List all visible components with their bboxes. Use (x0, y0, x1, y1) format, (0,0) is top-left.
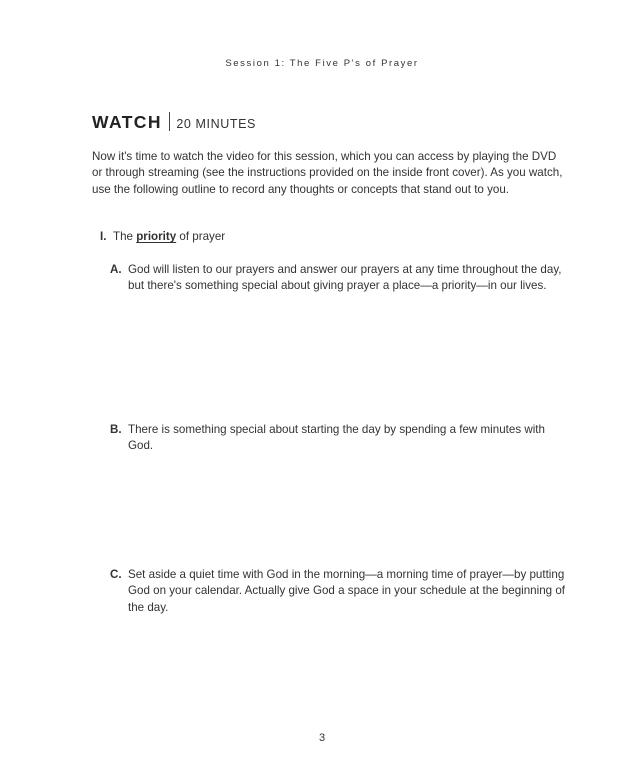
heading-divider (169, 112, 171, 131)
outline-heading (100, 230, 225, 243)
outline-title (113, 230, 225, 243)
outline-subitem-c (110, 567, 566, 616)
subitem-text: There is something special about starting the day by spending a few minutes with God. (128, 423, 545, 453)
outline-subitem-a (110, 262, 566, 295)
page-number: 3 (318, 732, 326, 744)
intro-paragraph: Now it's time to watch the video for this session, which you can access by playing the DVD or through streaming (see the instructions provided on the inside front cover). As you watch, use the following outline to record any thoughts or concepts that stand out to you. (92, 150, 563, 196)
outline-number: I. (100, 230, 107, 243)
subitem-text: Set aside a quiet time with God in the morning—a morning time of prayer—by putting God on your calendar. Actually give God a space in your schedule at the beginning of the day. (128, 568, 565, 614)
subitem-letter: C. (110, 568, 122, 581)
subitem-text: God will listen to our prayers and answer our prayers at any time throughout the day, but there's something special about giving prayer a place—a priority—in our lives. (128, 263, 562, 293)
outline-prefix: The (113, 230, 133, 243)
section-duration: 20 MINUTES (176, 117, 256, 131)
section-heading (92, 109, 256, 133)
outline-subitem-b (110, 422, 566, 455)
outline-suffix: of prayer (179, 230, 226, 243)
running-header: Session 1: The Five P's of Prayer (225, 58, 419, 69)
outline-blank-word: priority (136, 230, 177, 243)
subitem-letter: B. (110, 423, 122, 436)
section-title: WATCH (92, 112, 162, 132)
subitem-letter: A. (110, 263, 122, 276)
